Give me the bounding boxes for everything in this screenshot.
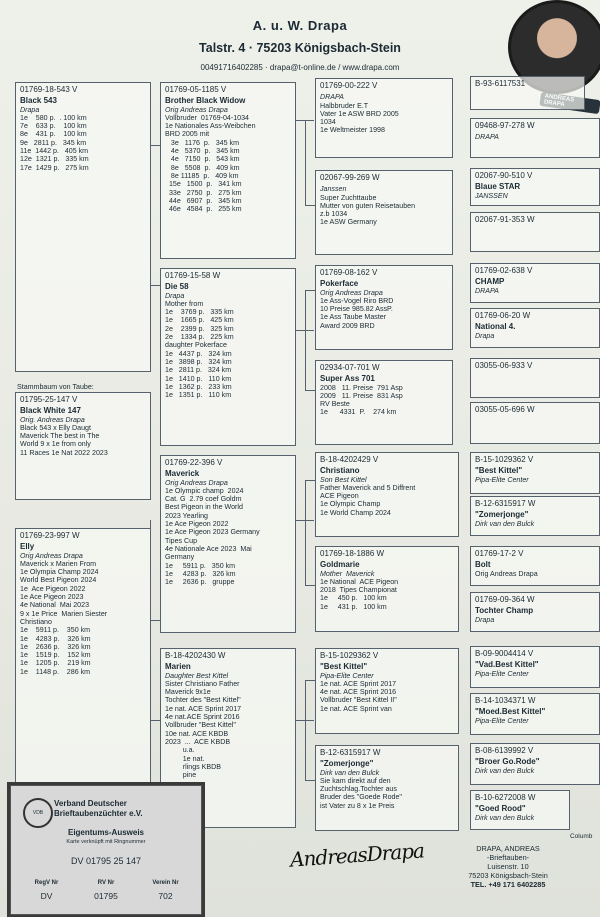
line: Maverick The best in The xyxy=(20,432,100,441)
line: 1e Ass-Vogel Riro BRD xyxy=(320,296,394,305)
line: 1e Nationales Ass-Weibchen xyxy=(165,122,256,131)
columb-label: Columb xyxy=(570,833,593,840)
line: 1e 1351 p. 110 km xyxy=(165,391,232,400)
line: 1e 1665 p. 425 km xyxy=(165,316,234,325)
ring-number: 09468-97-278 W xyxy=(475,121,535,130)
breeder-address: Talstr. 4 · 75203 Königsbach-Stein xyxy=(199,41,401,55)
pedigree-gen3-4 xyxy=(315,360,453,445)
line: Vollbruder "Best Kittel" xyxy=(165,721,236,730)
line: 1e 2636 p. gruppe xyxy=(165,578,235,587)
pedigree-gen4-7 xyxy=(470,358,600,398)
line: rlings KBDB xyxy=(165,762,221,771)
line: Vater 1e ASW BRD 2005 xyxy=(320,109,399,118)
pedigree-gen4-10 xyxy=(470,496,600,536)
line: Drapa xyxy=(20,105,40,114)
card-label: Verein Nr xyxy=(152,880,179,886)
address-line: DRAPA, ANDREAS xyxy=(476,844,540,853)
address-line: TEL. +49 171 6402285 xyxy=(470,880,546,889)
pigeon-name: Maverick xyxy=(165,469,200,479)
line: 2023 ... ACE KBDB xyxy=(165,737,231,746)
pedigree-gen4-4 xyxy=(470,212,600,252)
line: Cat. G 2.79 coef Goldm xyxy=(165,495,242,504)
ring-number: 03055-06-933 V xyxy=(475,361,533,370)
line: 44e 6907 p. 345 km xyxy=(165,196,242,205)
line: Dirk van den Bulck xyxy=(320,768,380,777)
pigeon-name: "Goed Rood" xyxy=(475,804,526,814)
pigeon-name: Black 543 xyxy=(20,96,57,106)
ring-number: 02067-99-269 W xyxy=(320,173,380,182)
line: Orig Andreas Drapa xyxy=(20,551,83,560)
line: 10 Preise 985.82 AssP. xyxy=(320,305,393,314)
line: Black 543 x Elly Daugt xyxy=(20,423,91,432)
line: Pipa-Elite Center xyxy=(475,475,529,484)
line: 4e 7150 p. 543 km xyxy=(165,155,240,164)
pigeon-name: "Best Kittel" xyxy=(320,662,368,672)
line: Vollbruder "Best Kittel II" xyxy=(320,696,397,705)
line: 7e 633 p. 100 km xyxy=(20,122,87,131)
line: 1e 580 p. . 100 km xyxy=(20,113,87,122)
card-org-line1: Verband Deutscher xyxy=(54,799,127,808)
stammbaum-label: Stammbaum von Taube: xyxy=(17,383,94,391)
pedigree-gen4-5 xyxy=(470,263,600,303)
line: 9e 2811 p. 345 km xyxy=(20,138,87,147)
line: 1e 2811 p. 324 km xyxy=(165,366,232,375)
pigeon-name: Super Ass 701 xyxy=(320,374,375,384)
line: 1e nat. ACE Sprint van xyxy=(320,704,392,713)
line: 2023 Yearling xyxy=(165,511,208,520)
line: 2e 2399 p. 325 km xyxy=(165,324,234,333)
address-stamp xyxy=(452,844,564,889)
line: 1e Ace Pigeon 2022 xyxy=(165,520,229,529)
pedigree-gen4-14 xyxy=(470,693,600,735)
card-subtitle: Karte verknüpft mit Ringnummer xyxy=(66,839,146,845)
line: 1e 4437 p. 324 km xyxy=(165,349,232,358)
line: Orig Andreas Drapa xyxy=(165,478,228,487)
line: 1e 3769 p. 335 km xyxy=(165,308,234,317)
line: World Best Pigeon 2024 xyxy=(20,576,97,585)
ring-number: 02934-07-701 W xyxy=(320,363,380,372)
line: Tipes Cup xyxy=(165,536,198,545)
pigeon-name: "Zomerjonge" xyxy=(475,510,529,520)
line: Orig. Andreas Drapa xyxy=(20,415,85,424)
pigeon-name: "Vad.Best Kittel" xyxy=(475,660,539,670)
card-value: 702 xyxy=(158,891,173,901)
breeder-name: A. u. W. Drapa xyxy=(252,18,348,33)
line: 1e 1362 p. 233 km xyxy=(165,382,232,391)
address-line: -Brieftauben- xyxy=(486,853,530,862)
ring-number: 01769-00-222 V xyxy=(320,81,378,90)
line: 1e Ace Pigeon 2023 Germany xyxy=(165,528,260,537)
line: 1e nat. xyxy=(165,754,205,763)
pedigree-grand-sire-paternal xyxy=(160,82,296,259)
ring-number: B-08-6139992 V xyxy=(475,746,534,755)
pedigree-sire xyxy=(15,82,151,372)
line: z.b 1034 xyxy=(320,210,348,219)
pedigree-gen4-16 xyxy=(470,790,570,830)
line: Drapa xyxy=(165,291,185,300)
ring-number: B-14-1034371 W xyxy=(475,696,536,705)
pedigree-gen3-2 xyxy=(315,170,453,255)
line: 11e 1442 p. 405 km xyxy=(20,147,89,156)
line: 4e nat. ACE Sprint 2016 xyxy=(320,688,397,697)
line: DRAPA xyxy=(475,133,499,142)
ring-number: 01769-23-997 W xyxy=(20,531,80,540)
line: 2008 11. Preise 791 Asp xyxy=(320,383,403,392)
line: 10e nat. ACE KBDB xyxy=(165,729,229,738)
ring-number: B-10-6272008 W xyxy=(475,793,536,802)
pedigree-subject xyxy=(15,392,151,500)
line: JANSSEN xyxy=(475,191,508,200)
line: DRAPA xyxy=(475,286,499,295)
pigeon-name: Die 58 xyxy=(165,282,189,292)
line: Bruder des "Goede Rode" xyxy=(320,793,402,802)
line: 2e 1334 p. 225 km xyxy=(165,333,234,342)
pigeon-name: Goldmarie xyxy=(320,560,360,570)
pedigree-dam xyxy=(15,528,151,783)
line: Daughter Best Kittel xyxy=(165,671,229,680)
ring-number: 02067-90-510 V xyxy=(475,171,533,180)
line: Son Best Kittel xyxy=(320,475,367,484)
pigeon-name: Marien xyxy=(165,662,191,672)
line: 4e National Mai 2023 xyxy=(20,601,90,610)
pedigree-gen3-1 xyxy=(315,78,453,158)
line: Pipa-Elite Center xyxy=(475,716,529,725)
line: Sie kam direkt auf den xyxy=(320,776,391,785)
card-org xyxy=(54,799,143,819)
pigeon-name: Bolt xyxy=(475,560,491,570)
line: 1e 450 p. 100 km xyxy=(320,594,387,603)
pedigree-gen4-6 xyxy=(470,308,600,348)
line: 12e 1321 p. 335 km xyxy=(20,155,89,164)
line: Halbbruder E.T xyxy=(320,101,369,110)
line: 1e 1148 p. 286 km xyxy=(20,667,91,676)
pedigree-gen4-12 xyxy=(470,592,600,632)
line: Tochter des "Best Kittel" xyxy=(165,696,241,705)
card-ring-number: DV 01795 25 147 xyxy=(70,856,142,866)
pedigree-gen4-11 xyxy=(470,546,600,586)
line: 1e Olympia Champ 2024 xyxy=(20,568,99,577)
ownership-card xyxy=(10,785,202,915)
pedigree-gen3-5 xyxy=(315,452,459,537)
pedigree-gen4-9 xyxy=(470,452,600,494)
line: 4e nat.ACE Sprint 2016 xyxy=(165,713,240,722)
line: 1e National ACE Pigeon xyxy=(320,577,399,586)
line: 1e ASW Germany xyxy=(320,218,377,227)
line: Mother Maverick xyxy=(320,569,375,578)
ring-number: 01769-05-1185 V xyxy=(165,85,227,94)
line: 1e nat. ACE Sprint 2017 xyxy=(320,679,397,688)
ring-number: 02067-91-353 W xyxy=(475,215,535,224)
line: 1e nat. ACE Sprint 2017 xyxy=(165,704,242,713)
pigeon-name: Blaue STAR xyxy=(475,182,521,192)
ring-number: 01769-17-2 V xyxy=(475,549,524,558)
line: 1e Olympic champ 2024 xyxy=(165,486,244,495)
line: Zuchtschlag.Tochter aus xyxy=(320,785,397,794)
line: 1e Ace Pigeon 2022 xyxy=(20,584,86,593)
pedigree-grand-dam-paternal xyxy=(160,268,296,446)
ring-number: 03055-05-696 W xyxy=(475,405,535,414)
line: Maverick x Marien From xyxy=(20,559,97,568)
line: 2018 Tipes Championat xyxy=(320,586,397,595)
line: Orig Andreas Drapa xyxy=(475,569,538,578)
ring-number: 01769-06-20 W xyxy=(475,311,531,320)
line: Drapa xyxy=(475,615,495,624)
pigeon-name: Black White 147 xyxy=(20,406,81,416)
line: RV Beste xyxy=(320,400,350,409)
pigeon-name: Brother Black Widow xyxy=(165,96,246,106)
line: 11 Races 1e Nat 2022 2023 xyxy=(20,448,108,457)
line: 8e 431 p. 100 km xyxy=(20,130,87,139)
ring-number: 01769-22-396 V xyxy=(165,458,223,467)
line: 1e 2636 p. 326 km xyxy=(20,642,91,651)
pigeon-name: National 4. xyxy=(475,322,516,332)
pigeon-name: "Best Kittel" xyxy=(475,466,523,476)
ring-number: B-18-4202429 V xyxy=(320,455,379,464)
card-title: Eigentums-Ausweis xyxy=(67,828,144,837)
line: 1e Olympic Champ xyxy=(320,500,381,509)
line: 1e 1205 p. 219 km xyxy=(20,659,91,668)
line: Super Zuchttaube xyxy=(320,193,377,202)
line: BRD 2005 mit xyxy=(165,130,210,139)
line: 1e 3898 p. 324 km xyxy=(165,357,232,366)
line: Mutter von guten Reisetauben xyxy=(320,201,416,210)
pedigree-gen4-13 xyxy=(470,646,600,688)
line: 1e 431 p. 100 km xyxy=(320,602,387,611)
signature: AndreasDrapa xyxy=(289,838,425,872)
line: 1e 5911 p. 350 km xyxy=(20,626,91,635)
line: Orig Andreas Drapa xyxy=(320,288,383,297)
line: Award 2009 BRD xyxy=(320,321,375,330)
line: Pipa-Elite Center xyxy=(475,669,529,678)
line: Dirk van den Bulck xyxy=(475,813,535,822)
pigeon-name: Elly xyxy=(20,542,35,552)
pigeon-name: CHAMP xyxy=(475,277,505,287)
pigeon-name: "Broer Go.Rode" xyxy=(475,757,540,767)
line: 2009 11. Preise 831 Asp xyxy=(320,391,403,400)
ring-number: B-15-1029362 V xyxy=(475,455,534,464)
pedigree-gen4-1 xyxy=(470,76,585,110)
line: Mother from xyxy=(165,299,204,308)
line: 1034 xyxy=(320,118,336,127)
ring-number: 01769-08-162 V xyxy=(320,268,378,277)
ring-number: B-93-6117531 xyxy=(475,79,526,88)
card-value: DV xyxy=(40,891,53,901)
pedigree-gen4-3 xyxy=(470,168,600,206)
ring-number: 01795-25-147 V xyxy=(20,395,78,404)
line: Pipa-Elite Center xyxy=(320,671,374,680)
line: 1e 4283 p. 326 km xyxy=(20,634,91,643)
pedigree-gen4-2 xyxy=(470,118,600,158)
line: Dirk van den Bulck xyxy=(475,766,535,775)
line: daughter Pokerface xyxy=(165,341,227,350)
ring-number: 01769-15-58 W xyxy=(165,271,221,280)
address-line: 75203 Königsbach-Stein xyxy=(468,871,548,880)
line: Germany xyxy=(165,553,195,562)
pedigree-gen4-8 xyxy=(470,402,600,444)
ring-number: 01769-02-638 V xyxy=(475,266,533,275)
line: 9 x 1e Price Marien Siester xyxy=(20,609,108,618)
line: 33e 2750 p. 275 km xyxy=(165,188,242,197)
line: Father Maverick and 5 Diffrent xyxy=(320,483,416,492)
line: 1e Ace Pigeon 2023 xyxy=(20,593,84,602)
ring-number: B-15-1029362 V xyxy=(320,651,379,660)
line: 1e 4331 P. 274 km xyxy=(320,408,397,417)
card-values xyxy=(19,891,193,901)
line: 3e 1176 p. 345 km xyxy=(165,138,240,147)
pedigree-gen4-15 xyxy=(470,743,600,785)
ring-number: 01769-18-1886 W xyxy=(320,549,385,558)
ring-number: B-12-6315917 W xyxy=(475,499,536,508)
card-label: RegV Nr xyxy=(34,880,59,886)
pedigree-gen3-6 xyxy=(315,546,459,632)
line: Vollbruder 01769-04-1034 xyxy=(165,113,250,122)
card-label: RV Nr xyxy=(97,880,115,886)
pedigree-grand-sire-maternal xyxy=(160,455,296,633)
pigeon-name: Christiano xyxy=(320,466,360,476)
card-value: 01795 xyxy=(94,891,118,901)
breeder-contact: 00491716402285 · drapa@t-online.de / www.drapa.com xyxy=(200,63,400,72)
line: 1e Weltmeister 1998 xyxy=(320,126,385,135)
pedigree-gen3-3 xyxy=(315,265,453,350)
ring-number: B-12-6315917 W xyxy=(320,748,381,757)
line: 4e 5370 p. 345 km xyxy=(165,147,240,156)
line: 1e 1410 p. 110 km xyxy=(165,374,232,383)
ring-number: B-18-4202430 W xyxy=(165,651,226,660)
line: 46e 4584 p. 255 km xyxy=(165,205,242,214)
line: DRAPA xyxy=(320,93,344,102)
pedigree-gen3-8 xyxy=(315,745,459,831)
address-line: Luisenstr. 10 xyxy=(487,862,529,871)
vdb-seal-icon: VDB xyxy=(23,798,53,828)
ring-number: 01769-09-364 W xyxy=(475,595,535,604)
pedigree-gen3-7 xyxy=(315,648,459,734)
line: Dirk van den Bulck xyxy=(475,519,535,528)
line: 4e Nationale Ace 2023 Mai xyxy=(165,544,252,553)
line: Best Pigeon in the World xyxy=(165,503,243,512)
line: World 9 x 1e from only xyxy=(20,440,91,449)
pigeon-name: Tochter Champ xyxy=(475,606,534,616)
line: ACE Pigeon xyxy=(320,492,359,501)
ring-number: 01769-18-543 V xyxy=(20,85,78,94)
line: 1e 4283 p. 326 km xyxy=(165,569,236,578)
line: 17e 1429 p. 275 km xyxy=(20,163,89,172)
line: 1e 5911 p. 350 km xyxy=(165,561,236,570)
line: Christiano xyxy=(20,617,52,626)
pigeon-name: "Zomerjonge" xyxy=(320,759,374,769)
line: 15e 1500 p. 341 km xyxy=(165,180,242,189)
line: Janssen xyxy=(320,185,347,194)
line: pine xyxy=(165,771,197,780)
card-labels xyxy=(19,880,193,886)
line: Drapa xyxy=(475,331,495,340)
pigeon-name: "Moed.Best Kittel" xyxy=(475,707,546,717)
line: u.a. xyxy=(165,746,195,755)
line: Orig Andreas Drapa xyxy=(165,105,228,114)
card-org-line2: Brieftaubenzüchter e.V. xyxy=(54,809,143,818)
line: ist Vater zu 8 x 1e Preis xyxy=(320,801,395,810)
line: 1e World Champ 2024 xyxy=(320,508,391,517)
line: 8e 11185 p. 409 km xyxy=(165,171,239,180)
line: 1e Ass Taube Master xyxy=(320,313,387,322)
line: Maverick 9x1e xyxy=(165,688,211,697)
pigeon-name: Pokerface xyxy=(320,279,359,289)
ring-number: B-09-9004414 V xyxy=(475,649,534,658)
line: 1e 1519 p. 152 km xyxy=(20,651,91,660)
line: 8e 5508 p. 409 km xyxy=(165,163,240,172)
line: Sister Christiano Father xyxy=(165,679,240,688)
